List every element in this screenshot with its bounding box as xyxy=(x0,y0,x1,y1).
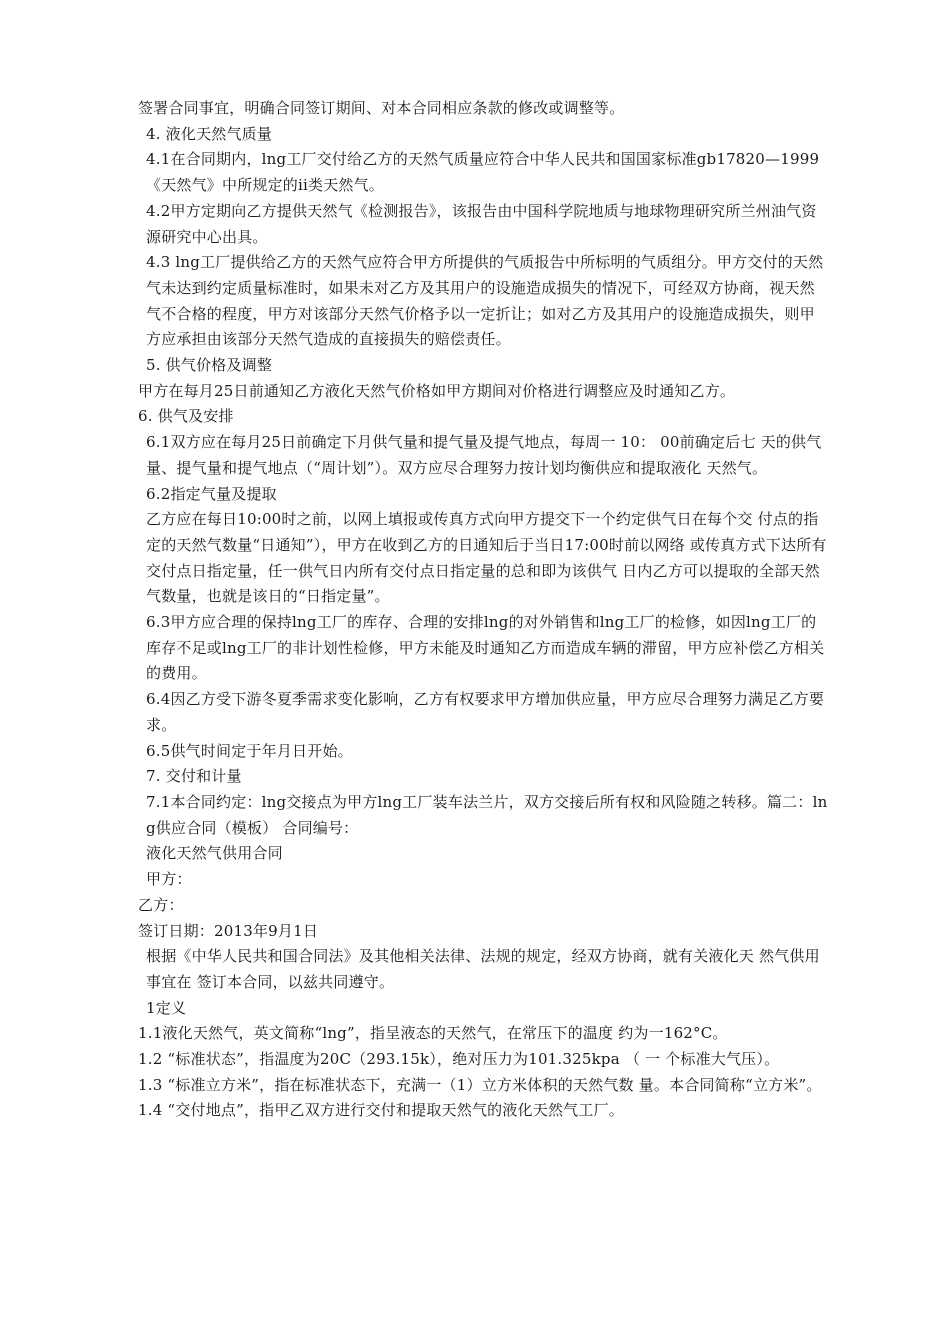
paragraph: 6.5供气时间定于年月日开始。 xyxy=(146,741,353,760)
subsection-heading: 6.2指定气量及提取 xyxy=(146,484,277,503)
section-heading-delivery: 7. 交付和计量 xyxy=(146,767,242,786)
section-heading-definitions: 1定义 xyxy=(146,998,187,1017)
paragraph: 6.4因乙方受下游冬夏季需求变化影响，乙方有权要求甲方增加供应量，甲方应尽合理努力满足乙方要求。 xyxy=(146,690,825,734)
signing-date: 签订日期：2013年9月1日 xyxy=(138,921,319,940)
paragraph: 甲方在每月25日前通知乙方液化天然气价格如甲方期间对价格进行调整应及时通知乙方。 xyxy=(138,381,736,400)
document-body xyxy=(138,96,828,1124)
paragraph: 签署合同事宜，明确合同签订期间、对本合同相应条款的修改或调整等。 xyxy=(138,99,625,117)
paragraph: 4.1在合同期内，lng工厂交付给乙方的天然气质量应符合中华人民共和国国家标准gb17820—1999《天然气》中所规定的ii类天然气。 xyxy=(146,150,820,195)
paragraph: 6.3甲方应合理的保持lng工厂的库存、合理的安排lng的对外销售和lng工厂的检修，如因lng工厂的库存不足或lng工厂的非计划性检修，甲方未能及时通知乙方而造成车辆的滞留，甲方应补偿乙方相关的费用。 xyxy=(146,613,825,683)
section-heading-price: 5. 供气价格及调整 xyxy=(146,356,273,375)
contract-title: 液化天然气供用合同 xyxy=(146,844,283,863)
paragraph: 7.1本合同约定：lng交接点为甲方lng工厂装车法兰片，双方交接后所有权和风险随之转移。篇二：lng供应合同（模板） 合同编号： xyxy=(146,792,828,837)
paragraph: 4.2甲方定期向乙方提供天然气《检测报告》，该报告由中国科学院地质与地球物理研究所兰州油气资源研究中心出具。 xyxy=(146,201,817,246)
section-heading-quality: 4. 液化天然气质量 xyxy=(146,124,273,143)
paragraph: 根据《中华人民共和国合同法》及其他相关法律、法规的规定，经双方协商，就有关液化天 然气供用事宜在 签订本合同，以兹共同遵守。 xyxy=(146,947,820,991)
definition-item: 1.2 “标准状态”，指温度为20C（293.15k），绝对压力为101.325kpa （ 一 个标准大气压）。 xyxy=(138,1050,780,1069)
paragraph: 乙方应在每日10:00时之前，以网上填报或传真方式向甲方提交下一个约定供气日在每个交 付点的指定的天然气数量“日通知”），甲方在收到乙方的日通知后于当日17:00时前以网络 或传真方式下达所有交付点日指定量，任一供气日内所有交付点日指定量的总和即为该供气 日内乙方可以提取的全部天然气数量，也就是该日的“日指定量”。 xyxy=(146,510,827,606)
paragraph: 4.3 lng工厂提供给乙方的天然气应符合甲方所提供的气质报告中所标明的气质组分。甲方交付的天然气未达到约定质量标准时，如果未对乙方及其用户的设施造成损失的情况下，可经双方协商，视天然气不合格的程度，甲方对该部分天然气价格予以一定折让；如对乙方及其用户的设施造成损失，则甲方应承担由该部分天然气造成的直接损失的赔偿责任。 xyxy=(146,253,824,349)
paragraph: 6.1双方应在每月25日前确定下月供气量和提气量及提气地点，每周一 10： 00前确定后七 天的供气量、提气量和提气地点（“周计划”）。双方应尽合理努力按计划均衡供应和提取液化 天然气。 xyxy=(146,433,822,477)
definition-item: 1.3 “标准立方米”，指在标准状态下，充满一（1）立方米体积的天然气数 量。本合同简称“立方米”。 xyxy=(138,1075,822,1094)
party-a-line: 甲方： xyxy=(146,870,192,889)
definition-item: 1.1液化天然气，英文简称“lng”，指呈液态的天然气，在常压下的温度 约为一162°C。 xyxy=(138,1024,728,1043)
party-b-line: 乙方： xyxy=(138,895,184,914)
section-heading-supply: 6. 供气及安排 xyxy=(138,407,234,426)
definition-item: 1.4 “交付地点”，指甲乙双方进行交付和提取天然气的液化天然气工厂。 xyxy=(138,1101,624,1120)
